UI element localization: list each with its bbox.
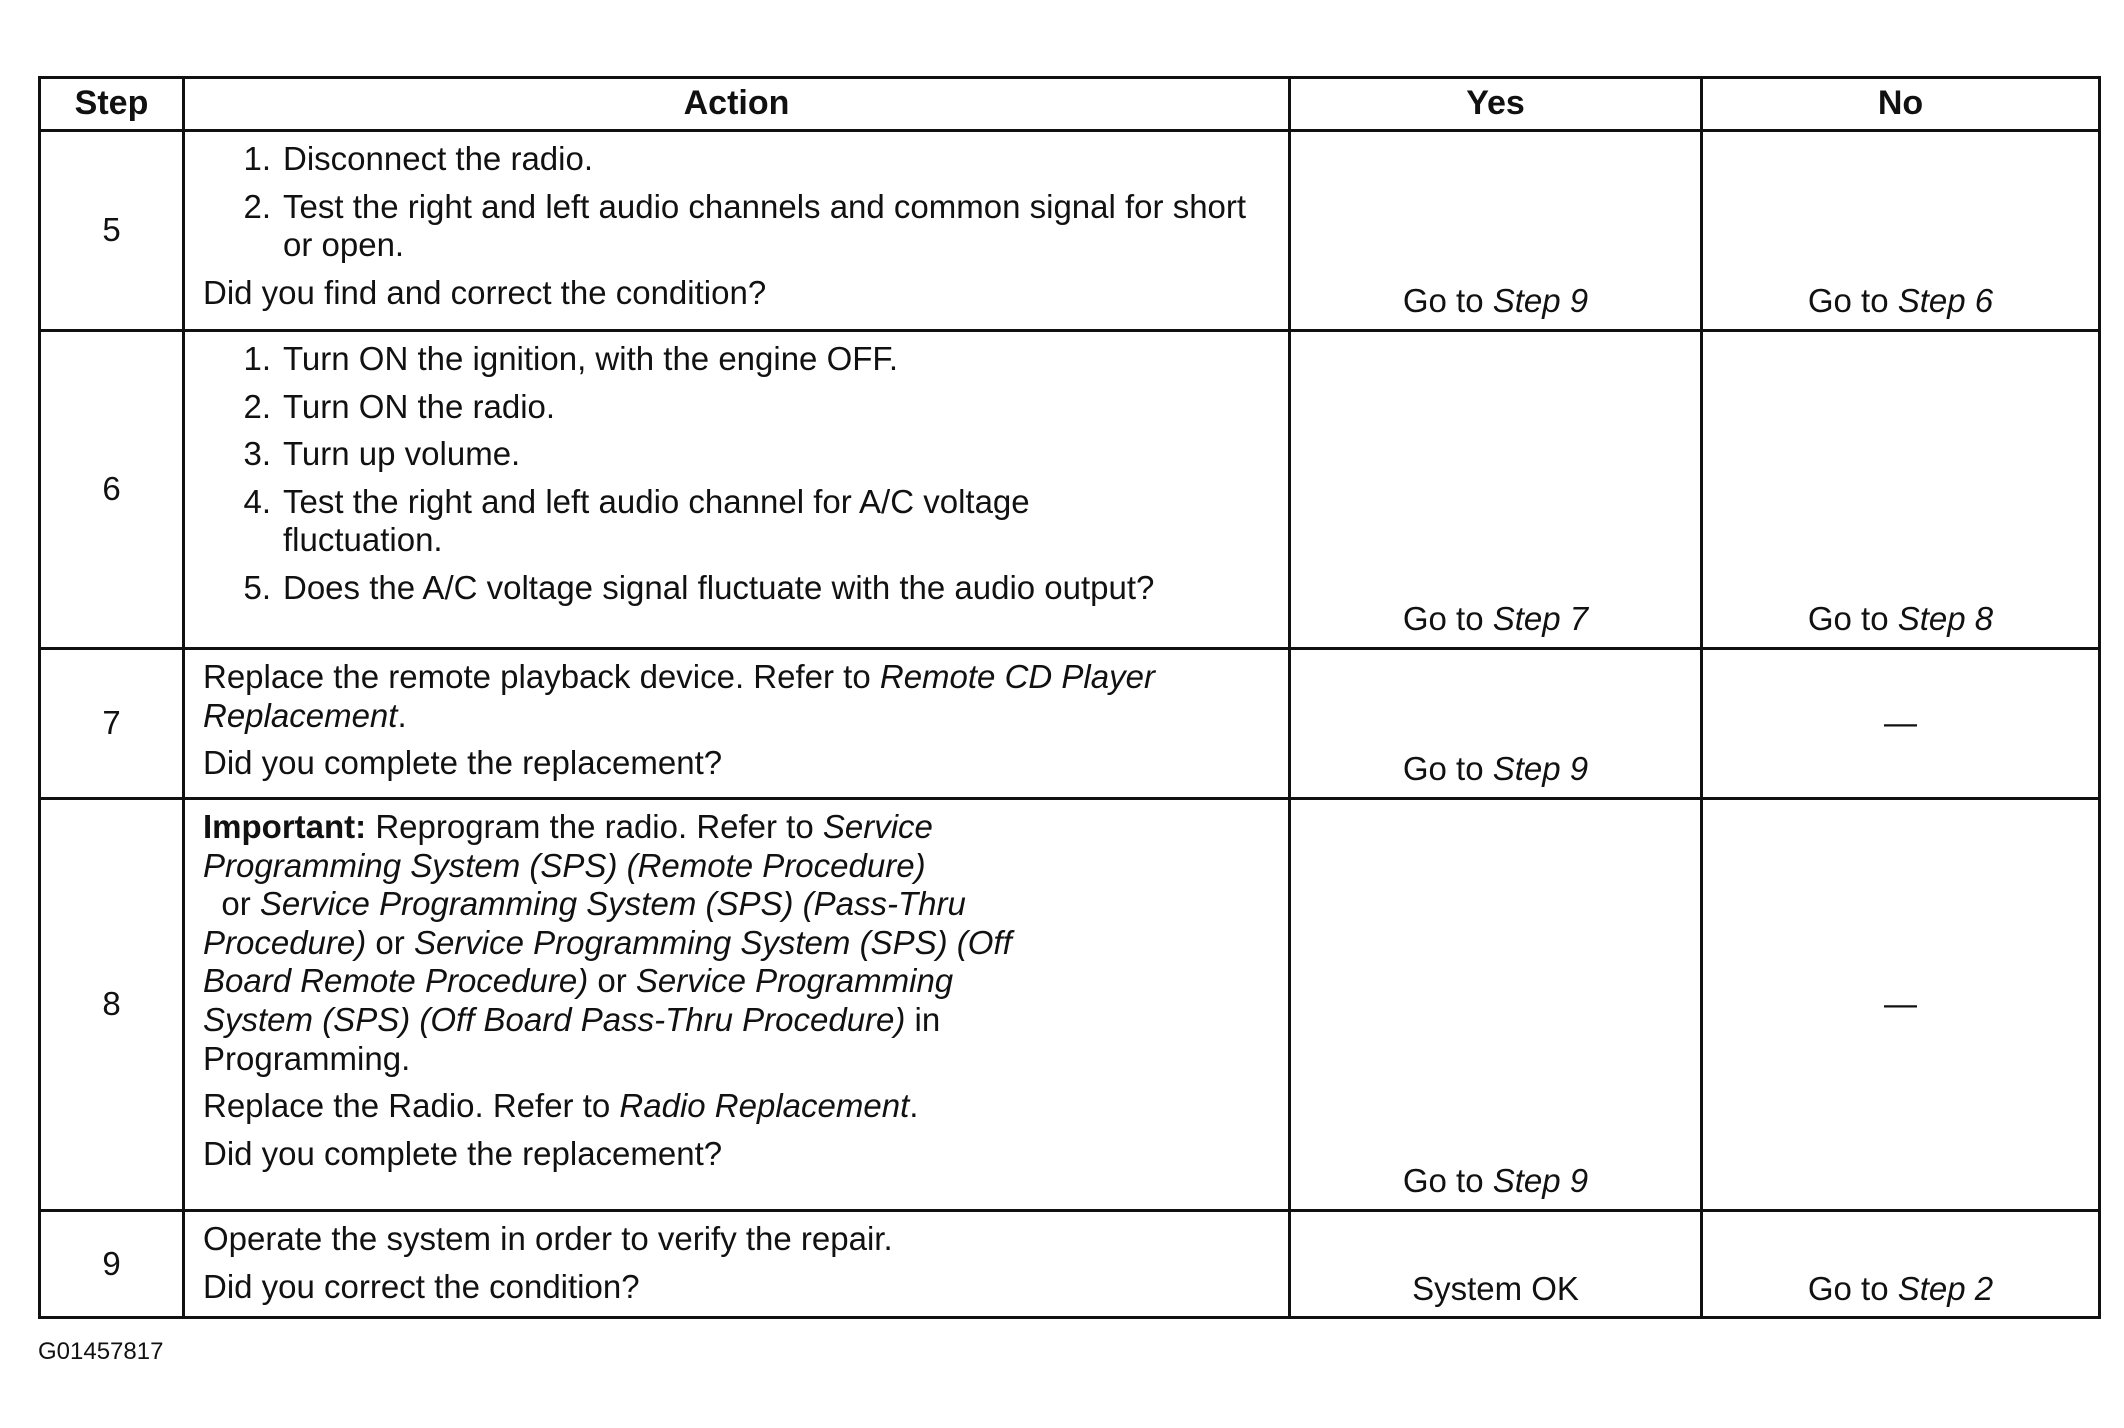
yes-prefix: Go to bbox=[1402, 1162, 1493, 1200]
action-text-run: in Programming. bbox=[203, 1001, 941, 1077]
no-step-link[interactable]: Step 6 bbox=[1897, 282, 1994, 320]
table-row-step-9 bbox=[40, 1211, 2100, 1318]
action-list bbox=[203, 140, 1270, 265]
header-row bbox=[40, 78, 2100, 131]
reference-link[interactable]: Service Programming System (SPS) (Pass-Thru Procedure) bbox=[203, 885, 966, 961]
table-row-step-5 bbox=[40, 131, 2100, 331]
list-item: Does the A/C voltage signal fluctuate with the audio output? bbox=[283, 569, 1155, 607]
no-prefix: Go to bbox=[1807, 600, 1898, 638]
yes-cell bbox=[1290, 131, 1702, 331]
no-cell bbox=[1702, 131, 2100, 331]
action-text-run: or bbox=[588, 962, 636, 1000]
list-item: Turn ON the radio. bbox=[283, 387, 556, 425]
question-text: Did you complete the replacement? bbox=[203, 744, 723, 782]
step-number: 8 bbox=[40, 799, 184, 1211]
action-cell bbox=[184, 331, 1290, 649]
action-cell bbox=[184, 649, 1290, 799]
diagnostic-table bbox=[38, 76, 2101, 1319]
no-prefix: Go to bbox=[1807, 282, 1898, 320]
no-step-link[interactable]: Step 8 bbox=[1897, 600, 1994, 638]
action-text-run: or bbox=[366, 923, 414, 961]
action-text-run: Replace the Radio. Refer to bbox=[203, 1087, 620, 1125]
no-cell: — bbox=[1702, 649, 2100, 799]
no-prefix: Go to bbox=[1807, 1269, 1898, 1307]
important-note bbox=[203, 808, 1270, 1078]
no-cell: — bbox=[1702, 799, 2100, 1211]
step-number: 5 bbox=[40, 131, 184, 331]
yes-step-link[interactable]: Step 9 bbox=[1492, 1162, 1589, 1200]
action-cell bbox=[184, 1211, 1290, 1318]
action-cell bbox=[184, 131, 1290, 331]
header-no: No bbox=[1702, 78, 2100, 131]
yes-cell: System OK bbox=[1290, 1211, 1702, 1318]
reference-link[interactable]: Service Programming System (SPS) (Remote Procedure) bbox=[203, 808, 933, 884]
yes-prefix: Go to bbox=[1402, 750, 1493, 788]
action-text bbox=[203, 1087, 1270, 1126]
action-text-run: or bbox=[203, 885, 260, 923]
reference-link[interactable]: Service Programming System (SPS) (Off Board Remote Procedure) bbox=[203, 923, 1012, 1000]
no-cell bbox=[1702, 1211, 2100, 1318]
no-cell bbox=[1702, 331, 2100, 649]
yes-cell bbox=[1290, 799, 1702, 1211]
yes-cell bbox=[1290, 331, 1702, 649]
step-number: 6 bbox=[40, 331, 184, 649]
header-action: Action bbox=[184, 78, 1290, 131]
list-item: Turn ON the ignition, with the engine OFF. bbox=[283, 340, 899, 377]
table-row-step-7 bbox=[40, 649, 2100, 799]
action-text: Operate the system in order to verify the repair. bbox=[203, 1220, 893, 1257]
list-item: Test the right and left audio channel for A/C voltage fluctuation. bbox=[283, 482, 1030, 559]
header-yes: Yes bbox=[1290, 78, 1702, 131]
yes-step-link[interactable]: Step 7 bbox=[1492, 600, 1589, 638]
no-step-link[interactable]: Step 2 bbox=[1897, 1269, 1994, 1307]
action-text-run: Reprogram the radio. Refer to bbox=[366, 808, 823, 845]
action-cell bbox=[184, 799, 1290, 1211]
action-text-run: Replace the remote playback device. Refer to bbox=[203, 658, 880, 695]
yes-cell bbox=[1290, 649, 1702, 799]
yes-prefix: Go to bbox=[1402, 600, 1493, 638]
table-row-step-8 bbox=[40, 799, 2100, 1211]
reference-link[interactable]: Radio Replacement bbox=[619, 1087, 910, 1125]
list-item: Turn up volume. bbox=[283, 435, 521, 473]
question-text: Did you complete the replacement? bbox=[203, 1134, 723, 1172]
step-number: 7 bbox=[40, 649, 184, 799]
reference-link[interactable]: Service Programming System (SPS) (Off Board Pass-Thru Procedure) bbox=[203, 962, 954, 1039]
action-text bbox=[203, 658, 1270, 735]
table-row-step-6 bbox=[40, 331, 2100, 649]
list-item: Test the right and left audio channels and common signal for short or open. bbox=[283, 187, 1247, 264]
yes-step-link[interactable]: Step 9 bbox=[1492, 282, 1589, 320]
question-text: Did you correct the condition? bbox=[203, 1267, 640, 1305]
action-text-run: . bbox=[397, 696, 407, 734]
figure-id: G01457817 bbox=[38, 1338, 164, 1365]
step-number: 9 bbox=[40, 1211, 184, 1318]
yes-prefix: Go to bbox=[1402, 282, 1493, 320]
yes-step-link[interactable]: Step 9 bbox=[1492, 750, 1589, 788]
important-label: Important: bbox=[203, 808, 367, 845]
action-list bbox=[203, 340, 1270, 608]
list-item: Disconnect the radio. bbox=[283, 140, 594, 177]
reference-link[interactable]: Remote CD Player Replacement bbox=[203, 658, 1155, 734]
action-text-run: . bbox=[909, 1087, 919, 1125]
question-text: Did you find and correct the condition? bbox=[203, 273, 767, 311]
header-step: Step bbox=[40, 78, 184, 131]
